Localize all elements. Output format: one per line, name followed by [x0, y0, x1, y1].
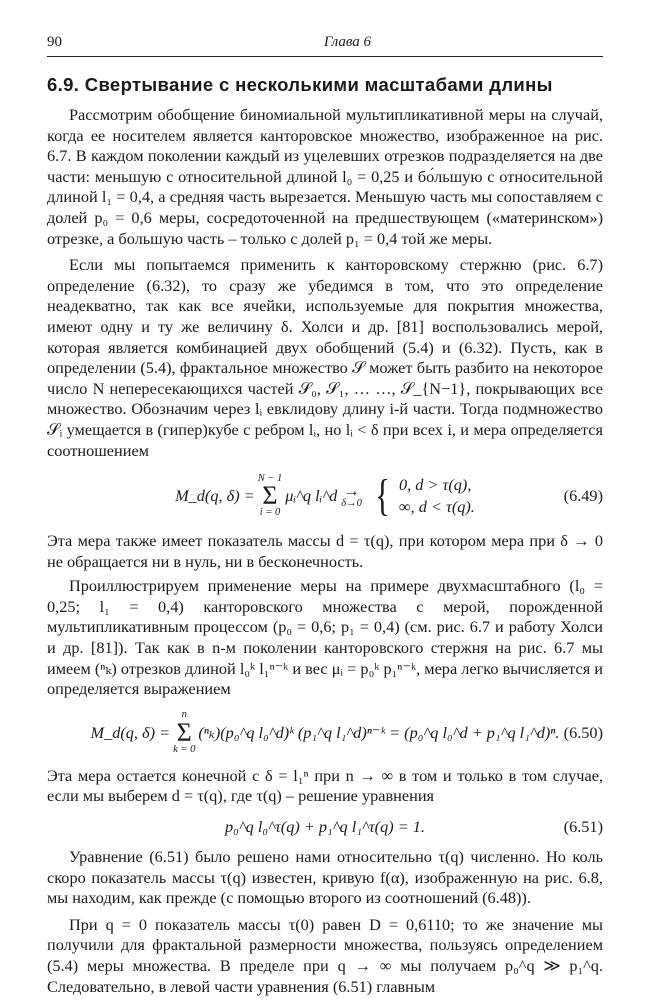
eq651-number: (6.51) — [563, 817, 603, 837]
eq651-expr: p₀^q l₀^τ(q) + p₁^q l₁^τ(q) = 1. — [225, 817, 425, 837]
paragraph-1: Рассмотрим обобщение биномиальной мультипликативной меры на случай, когда ее носителем является канторовское множество, изображенное на рис. 6.7. В каждом поколении каждый из уцелевших отрезков подразделяется на две части: меньшую с относительной длиной l₀ = 0,25 и бо́льшую с относительной длиной l₁ = 0,4, а средняя часть вырезается. Меньшую часть мы сопоставляем с долей p₀ = 0,6 меры, сосредоточенной на предшествующем («материнском») отрезке, а большую часть – только с долей p₁ = 0,4 той же меры. — [47, 105, 603, 248]
eq650-number: (6.50) — [563, 722, 603, 742]
eq649-sum — [258, 474, 283, 519]
running-head — [47, 34, 603, 57]
eq650-lhs: M_d(q, δ) = — [90, 722, 171, 742]
equation-6-50 — [47, 705, 603, 761]
brace-icon: { — [375, 471, 390, 521]
eq649-case-1: 0, d > τ(q), — [398, 475, 472, 495]
equation-6-49 — [47, 466, 603, 526]
eq649-case-2: ∞, d < τ(q). — [398, 497, 475, 517]
equation-6-51 — [47, 812, 603, 842]
paragraph-7: При q = 0 показатель массы τ(0) равен D = 0,6110; то же значение мы получили для фрактальной размерности множества, пользуясь определением (5.4) меры множества. В пределе при q → ∞ мы получаем p₀^q ≫ p₁^q. Следовательно, в левой части уравнения (6.51) главным — [47, 914, 603, 996]
section-title: 6.9. Свертывание с несколькими масштабами длины — [47, 74, 553, 95]
eq650-rhs: (ⁿₖ)(p₀^q l₀^d)ᵏ (p₁^q l₁^d)ⁿ⁻ᵏ = (p₀^q l₀^d + p₁^q l₁^d)ⁿ. — [198, 722, 560, 742]
eq650-sum — [173, 710, 195, 755]
eq650-sum-upper: n — [181, 709, 187, 721]
eq649-arrow: → — [343, 480, 360, 500]
page-number: 90 — [47, 34, 62, 50]
eq649-sum-upper: N − 1 — [257, 472, 283, 484]
paragraph-5: Эта мера остается конечной с δ = l₁ⁿ при n → ∞ в том и только в том случае, если мы выберем d = τ(q), где τ(q) – решение уравнения — [47, 765, 603, 806]
eq649-lhs: M_d(q, δ) = — [175, 486, 255, 506]
paragraph-2: Если мы попытаемся применить к канторовскому стержню (рис. 6.7) определение (6.32), то сразу же убедимся в том, что это определение неадекватно, так как все ячейки, используемые для покрытия множества, имеют одну и ту же величину δ. Холси и др. [81] воспользовались мерой, которая является комбинацией двух обобщений (5.4) и (6.32). Пусть, как в определении (5.4), фрактальное множество 𝒮 может быть разбито на некоторое число N непересекающихся частей 𝒮₀, 𝒮₁, … …, 𝒮_{N−1}, покрывающих все множество. Обозначим через lᵢ евклидову длину i-й части. Тогда подмножество 𝒮ᵢ умещается в (гипер)кубе с ребром lᵢ, но lᵢ < δ при всех i, и мера определяется соотношением — [47, 255, 603, 460]
eq650-sigma: Σ — [176, 717, 192, 747]
eq649-limit — [341, 480, 362, 510]
chapter-title: Глава 6 — [323, 34, 371, 50]
eq649-sigma: Σ — [262, 481, 278, 511]
page — [47, 34, 603, 997]
eq649-cases — [372, 471, 475, 521]
eq650-sum-lower: k = 0 — [173, 743, 196, 755]
paragraph-3: Эта мера также имеет показатель массы d = τ(q), при котором мера при δ → 0 не обращается ни в нуль, ни в бесконечность. — [47, 531, 603, 571]
eq649-sum-lower: i = 0 — [259, 507, 281, 519]
paragraph-6: Уравнение (6.51) было решено нами относительно τ(q) численно. Но коль скоро показатель массы τ(q) известен, кривую f(α), изображенную на рис. 6.8, мы находим, как прежде (с помощью второго из соотношений (6.48)). — [47, 847, 603, 908]
eq649-arrow-lim: δ→0 — [341, 497, 362, 509]
paragraph-4: Проиллюстрируем применение меры на примере двухмасштабного (l₀ = 0,25; l₁ = 0,4) канторовского множества с мерой, порожденной мультипликативным процессом (p₀ = 0,6; p₁ = 0,4) (см. рис. 6.7 и работу Холси и др. [81]). Так как в n-м поколении канторовского стержня на рис. 6.7 мы имеем (ⁿₖ) отрезков длиной l₀ᵏ l₁ⁿ⁻ᵏ и вес μᵢ = p₀ᵏ p₁ⁿ⁻ᵏ, мера легко вычисляется и определяется выражением — [47, 576, 603, 699]
eq649-number: (6.49) — [563, 486, 603, 506]
eq649-term: μᵢ^q lᵢ^d — [285, 486, 338, 506]
